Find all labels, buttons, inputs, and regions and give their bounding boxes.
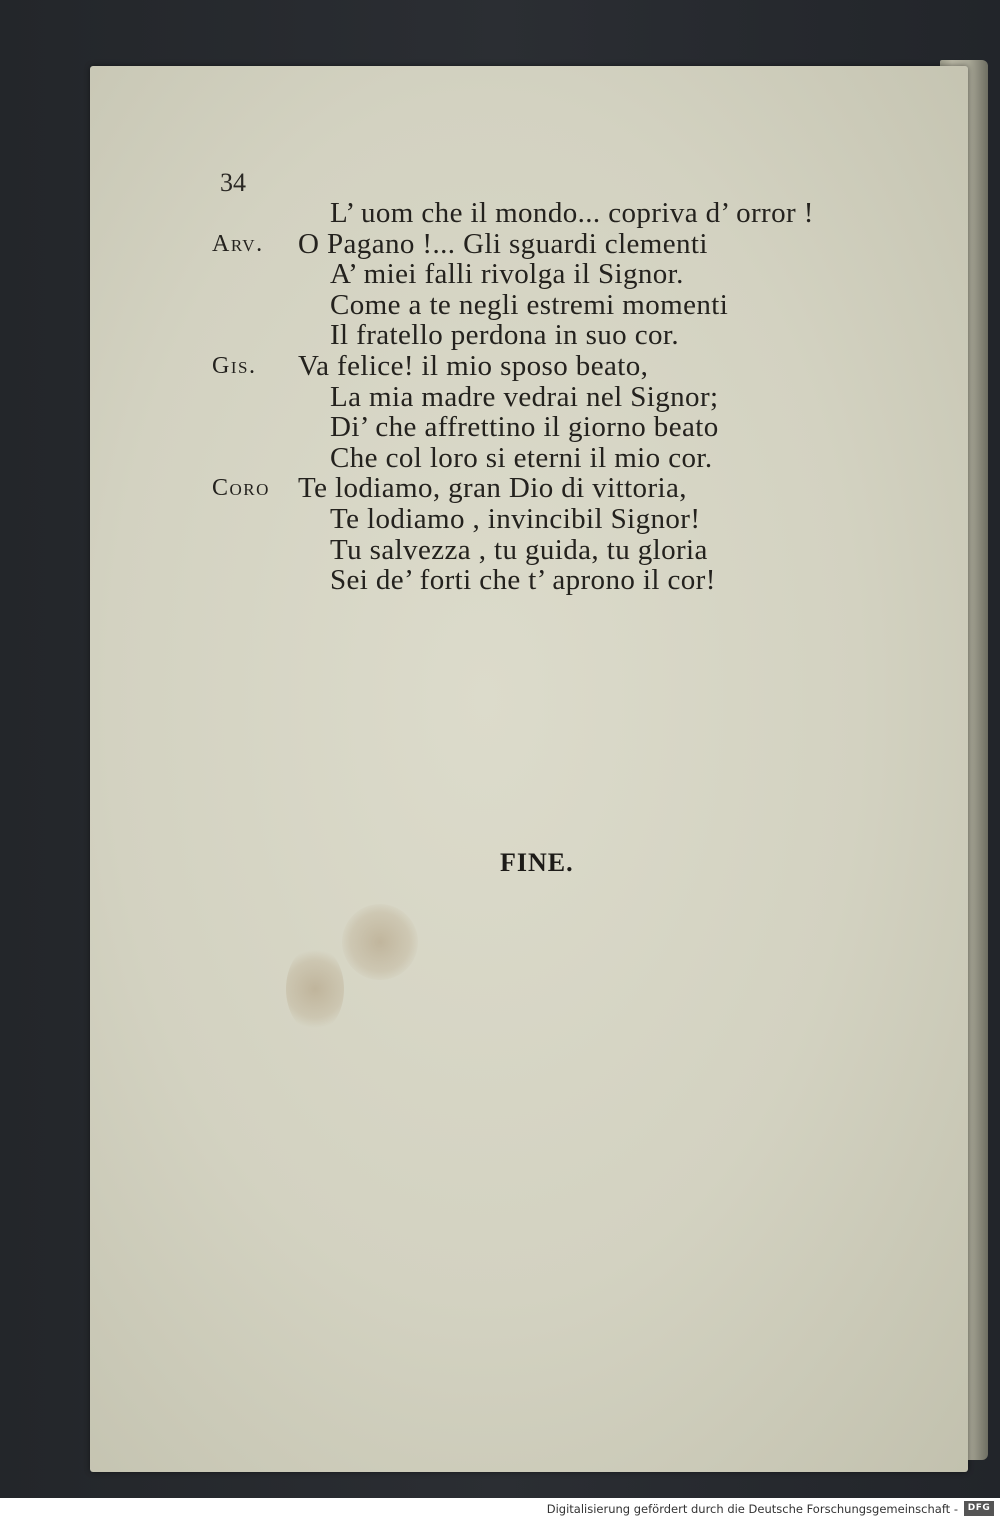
water-stain bbox=[342, 904, 418, 980]
verse-line bbox=[90, 412, 890, 443]
verse-line bbox=[90, 198, 890, 229]
verse-text: O Pagano !... Gli sguardi clementi bbox=[298, 227, 708, 260]
verse-text: A’ miei falli rivolga il Signor. bbox=[330, 258, 684, 291]
verse-line bbox=[90, 259, 890, 290]
verse-line bbox=[90, 229, 890, 260]
water-stain bbox=[286, 946, 344, 1032]
ending-label: FINE. bbox=[500, 848, 574, 877]
verse-text: La mia madre vedrai nel Signor; bbox=[330, 380, 719, 413]
verse-line bbox=[90, 504, 890, 535]
verse-line bbox=[90, 473, 890, 504]
verse-text: L’ uom che il mondo... copriva d’ orror ! bbox=[330, 197, 814, 229]
verse-text: Di’ che affrettino il giorno beato bbox=[330, 411, 719, 444]
speaker-label: Coro bbox=[212, 475, 270, 502]
verse-text: Te lodiamo , invincibil Signor! bbox=[330, 502, 701, 535]
verse-line bbox=[90, 290, 890, 321]
verse-text: Come a te negli estremi momenti bbox=[330, 288, 729, 321]
dfg-logo-icon: DFG bbox=[964, 1501, 994, 1516]
verse-text: Te lodiamo, gran Dio di vittoria, bbox=[298, 472, 687, 505]
verse-line bbox=[90, 351, 890, 382]
verse-text: Il fratello perdona in suo cor. bbox=[330, 319, 680, 352]
verse-text: Sei de’ forti che t’ aprono il cor! bbox=[330, 564, 716, 597]
speaker-label: Gis. bbox=[212, 352, 257, 379]
digitization-footer bbox=[0, 1498, 1000, 1520]
verse-text: Che col loro si eterni il mio cor. bbox=[330, 441, 713, 474]
verse-text: Va felice! il mio sposo beato, bbox=[298, 349, 649, 382]
verse-line bbox=[90, 535, 890, 566]
verse-line bbox=[90, 443, 890, 474]
verse-line bbox=[90, 565, 890, 596]
verse-text: Tu salvezza , tu guida, tu gloria bbox=[330, 533, 708, 566]
funding-credit: Digitalisierung gefördert durch die Deutsche Forschungsgemeinschaft - bbox=[546, 1502, 958, 1516]
verse-line bbox=[90, 382, 890, 413]
speaker-label: Arv. bbox=[212, 230, 264, 257]
book-page bbox=[90, 66, 968, 1472]
verse-block bbox=[90, 198, 890, 596]
verse-line bbox=[90, 320, 890, 351]
page-number: 34 bbox=[220, 168, 246, 197]
